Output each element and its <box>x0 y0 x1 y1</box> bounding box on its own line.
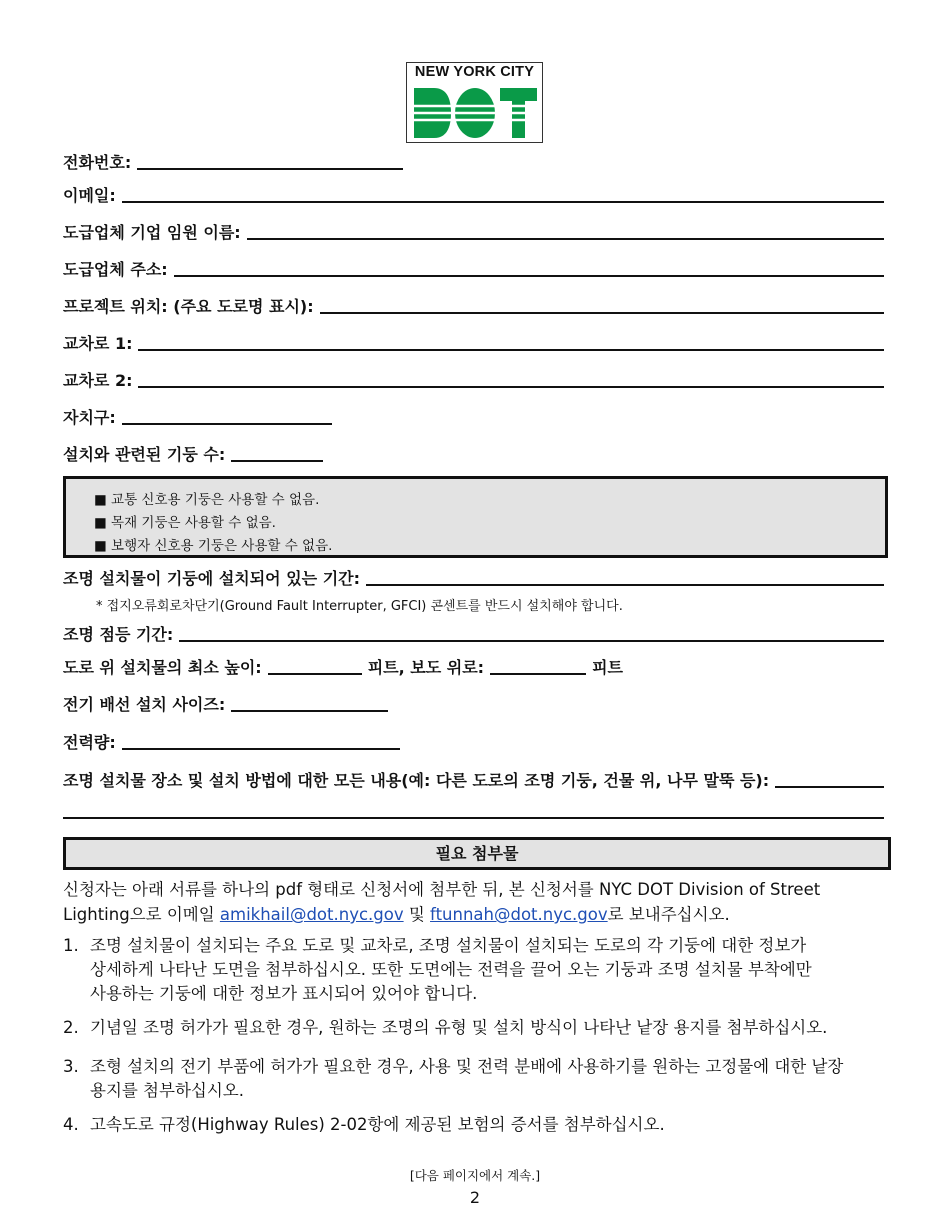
feet-label: 피트 <box>592 658 623 677</box>
borough-field[interactable] <box>63 405 884 428</box>
dot-logo-mark <box>412 86 539 140</box>
sidewalk-height-input-line[interactable] <box>490 673 586 675</box>
lighting-period-label: 조명 점등 기간: <box>63 625 174 644</box>
item-4-number: 4. <box>63 1115 79 1134</box>
item-1-line-1: 조명 설치물이 설치되는 주요 도로 및 교차로, 조명 설치물이 설치되는 도로의 각 기둥에 대한 정보가 <box>90 936 807 955</box>
attachments-intro-line-2 <box>63 901 730 925</box>
cross-street-1-field[interactable] <box>63 331 884 354</box>
pole-restrictions-box <box>63 476 888 558</box>
installation-duration-label: 조명 설치물이 기둥에 설치되어 있는 기간: <box>63 569 361 588</box>
cross-street-2-input-line[interactable] <box>138 386 884 388</box>
cross-street-2-field[interactable] <box>63 368 884 391</box>
restriction-pedestrian-signal: ■ 보행자 신호용 기둥은 사용할 수 없음. <box>94 538 333 554</box>
wattage-input-line[interactable] <box>122 748 400 750</box>
logo-text: NEW YORK CITY <box>414 64 535 80</box>
cross-street-2-label: 교차로 2: <box>63 371 133 390</box>
phone-input-line[interactable] <box>137 168 403 170</box>
item-3-number: 3. <box>63 1057 79 1076</box>
minimum-height-field[interactable] <box>63 655 884 678</box>
installation-details-input-line[interactable] <box>775 786 884 788</box>
email-field[interactable] <box>63 183 884 206</box>
item-2-number: 2. <box>63 1018 79 1037</box>
intro-text-b: 및 <box>403 905 431 924</box>
wire-size-input-line[interactable] <box>231 710 388 712</box>
cross-street-1-input-line[interactable] <box>138 349 884 351</box>
borough-input-line[interactable] <box>122 423 332 425</box>
installation-details-field[interactable] <box>63 768 884 791</box>
item-1-number: 1. <box>63 936 79 955</box>
phone-field[interactable] <box>63 150 884 173</box>
item-1-line-2: 상세하게 나타난 도면을 첨부하십시오. 또한 도면에는 전력을 끌어 오는 기둥과 조명 설치물 부착에만 <box>90 960 812 979</box>
wattage-field[interactable] <box>63 730 884 753</box>
contractor-address-input-line[interactable] <box>174 275 884 277</box>
email-label: 이메일: <box>63 186 116 205</box>
nyc-dot-logo <box>406 62 543 143</box>
intro-text-a: Lighting으로 이메일 <box>63 905 220 924</box>
phone-label: 전화번호: <box>63 153 132 172</box>
page-number: 2 <box>469 1188 481 1207</box>
installation-duration-input-line[interactable] <box>366 584 884 586</box>
feet-sidewalk-label: 피트, 보도 위로: <box>367 658 485 677</box>
borough-label: 자치구: <box>63 408 116 427</box>
item-2-line-1: 기념일 조명 허가가 필요한 경우, 원하는 조명의 유형 및 설치 방식이 나타난 낱장 용지를 첨부하십시오. <box>90 1018 828 1037</box>
project-location-label: 프로젝트 위치: (주요 도로명 표시): <box>63 297 314 316</box>
item-3-line-2: 용지를 첨부하십시오. <box>90 1081 244 1100</box>
restriction-wood-pole: ■ 목재 기둥은 사용할 수 없음. <box>94 515 276 531</box>
email-link-amikhail[interactable]: amikhail@dot.nyc.gov <box>219 905 404 924</box>
pole-count-label: 설치와 관련된 기둥 수: <box>63 445 226 464</box>
officer-name-label: 도급업체 기업 임원 이름: <box>63 223 241 242</box>
item-1-line-3: 사용하는 기둥에 대한 정보가 표시되어 있어야 합니다. <box>90 984 478 1003</box>
wire-size-field[interactable] <box>63 692 884 715</box>
intro-text-c: 로 보내주십시오. <box>607 905 730 924</box>
continued-note: [다음 페이지에서 계속.] <box>409 1168 541 1183</box>
email-input-line[interactable] <box>122 201 884 203</box>
project-location-input-line[interactable] <box>320 312 884 314</box>
pole-count-input-line[interactable] <box>231 460 323 462</box>
required-attachments-header: 필요 첨부물 <box>63 837 891 870</box>
minimum-height-label: 도로 위 설치물의 최소 높이: <box>63 658 262 677</box>
contractor-address-field[interactable] <box>63 257 884 280</box>
installation-details-input-line-2[interactable] <box>63 817 884 819</box>
officer-name-field[interactable] <box>63 220 884 243</box>
item-4-line-1: 고속도로 규정(Highway Rules) 2-02항에 제공된 보험의 증서를 첨부하십시오. <box>90 1115 665 1134</box>
restriction-traffic-signal: ■ 교통 신호용 기둥은 사용할 수 없음. <box>94 492 320 508</box>
wattage-label: 전력량: <box>63 733 116 752</box>
item-3-line-1: 조형 설치의 전기 부품에 허가가 필요한 경우, 사용 및 전력 분배에 사용하기를 원하는 고정물에 대한 낱장 <box>90 1057 844 1076</box>
officer-name-input-line[interactable] <box>247 238 884 240</box>
attachments-intro-line-1: 신청자는 아래 서류를 하나의 pdf 형태로 신청서에 첨부한 뒤, 본 신청서를 NYC DOT Division of Street <box>63 880 821 899</box>
pole-count-field[interactable] <box>63 442 884 465</box>
installation-duration-field[interactable] <box>63 566 884 589</box>
roadway-height-input-line[interactable] <box>268 673 362 675</box>
lighting-period-field[interactable] <box>63 622 884 645</box>
contractor-address-label: 도급업체 주소: <box>63 260 168 279</box>
email-link-ftunnah[interactable]: ftunnah@dot.nyc.gov <box>430 905 608 924</box>
wire-size-label: 전기 배선 설치 사이즈: <box>63 695 226 714</box>
gfci-note: * 접지오류회로차단기(Ground Fault Interrupter, GFCI) 콘센트를 반드시 설치해야 합니다. <box>96 599 623 614</box>
project-location-field[interactable] <box>63 294 884 317</box>
installation-details-label: 조명 설치물 장소 및 설치 방법에 대한 모든 내용(예: 다른 도로의 조명 기둥, 건물 위, 나무 말뚝 등): <box>63 771 770 790</box>
lighting-period-input-line[interactable] <box>179 640 884 642</box>
cross-street-1-label: 교차로 1: <box>63 334 133 353</box>
